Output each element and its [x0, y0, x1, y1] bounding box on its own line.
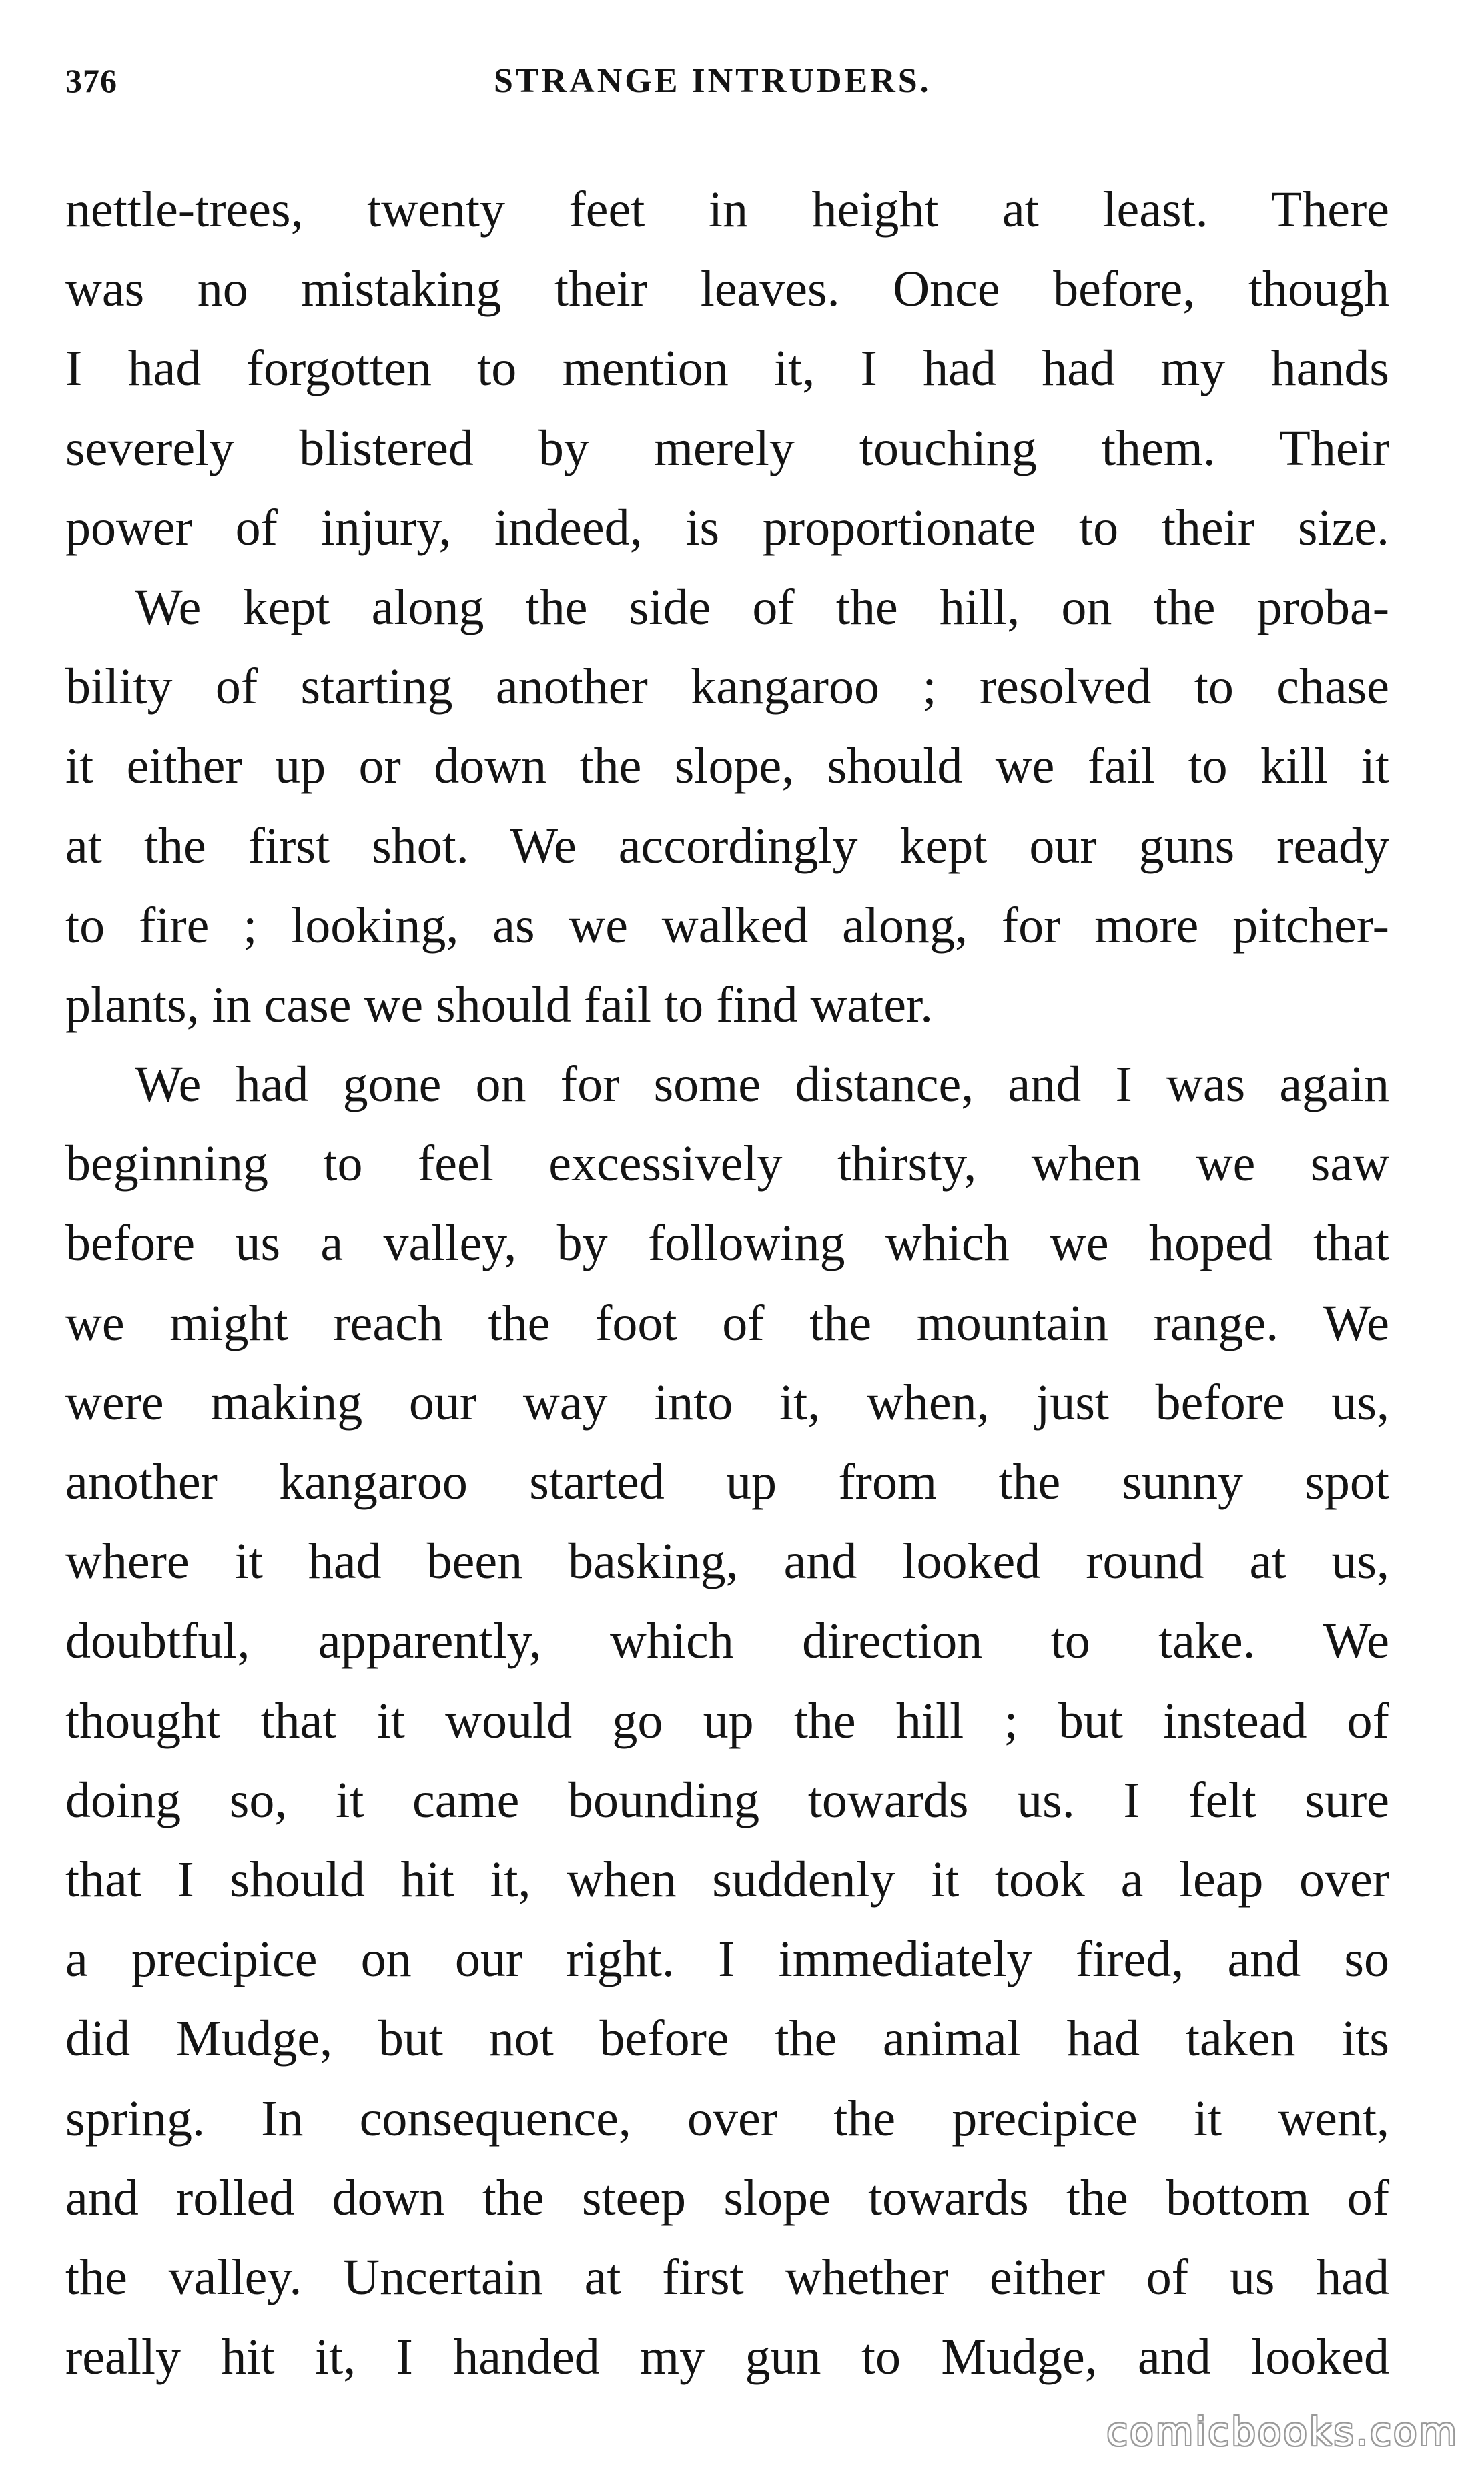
text-line: to fire ; looking, as we walked along, for more pitcher- [65, 897, 1389, 954]
text-line: did Mudge, but not before the animal had taken its [65, 2011, 1389, 2067]
text-line: thought that it would go up the hill ; but instead of [65, 1692, 1389, 1749]
text-line: before us a valley, by following which we hoped that [65, 1215, 1389, 1272]
text-line: We kept along the side of the hill, on the proba- [135, 579, 1389, 635]
paragraph [65, 170, 1389, 568]
text-line: a precipice on our right. I immediately fired, and so [65, 1931, 1389, 1988]
text-line: we might reach the foot of the mountain range. We [65, 1295, 1389, 1351]
text-line: was no mistaking their leaves. Once before, though [65, 261, 1389, 318]
paragraph [65, 568, 1389, 1045]
text-line: doubtful, apparently, which direction to take. We [65, 1613, 1389, 1670]
page-number: 376 [65, 62, 117, 99]
text-line: at the first shot. We accordingly kept our guns ready [65, 817, 1389, 874]
paragraph [65, 1045, 1389, 2397]
text-line: beginning to feel excessively thirsty, when we saw [65, 1136, 1389, 1192]
text-line: We had gone on for some distance, and I was again [135, 1056, 1389, 1113]
text-line: power of injury, indeed, is proportionate to their size. [65, 499, 1389, 556]
body-text [65, 170, 1389, 2397]
text-line: and rolled down the steep slope towards the bottom of [65, 2169, 1389, 2226]
watermark: comicbooks.com [1106, 2409, 1459, 2454]
text-line: really hit it, I handed my gun to Mudge, and looked [65, 2329, 1389, 2386]
text-line: another kangaroo started up from the sunny spot [65, 1454, 1389, 1510]
text-line: spring. In consequence, over the precipice it went, [65, 2090, 1389, 2147]
text-line: were making our way into it, when, just before us, [65, 1374, 1389, 1431]
text-line: where it had been basking, and looked round at us, [65, 1533, 1389, 1590]
text-line: that I should hit it, when suddenly it took a leap over [65, 1851, 1389, 1908]
text-line: I had forgotten to mention it, I had had my hands [65, 340, 1389, 397]
text-line: bility of starting another kangaroo ; resolved to chase [65, 659, 1389, 715]
text-line: plants, in case we should fail to find water. [65, 976, 934, 1033]
text-line: nettle-trees, twenty feet in height at least. There [65, 182, 1389, 238]
text-line: the valley. Uncertain at first whether either of us had [65, 2249, 1389, 2305]
running-head: STRANGE INTRUDERS. [494, 62, 932, 100]
text-line: doing so, it came bounding towards us. I felt sure [65, 1772, 1389, 1828]
text-line: it either up or down the slope, should we fail to kill it [65, 738, 1389, 795]
page-header [65, 61, 1400, 115]
text-line: severely blistered by merely touching them. Their [65, 420, 1389, 476]
